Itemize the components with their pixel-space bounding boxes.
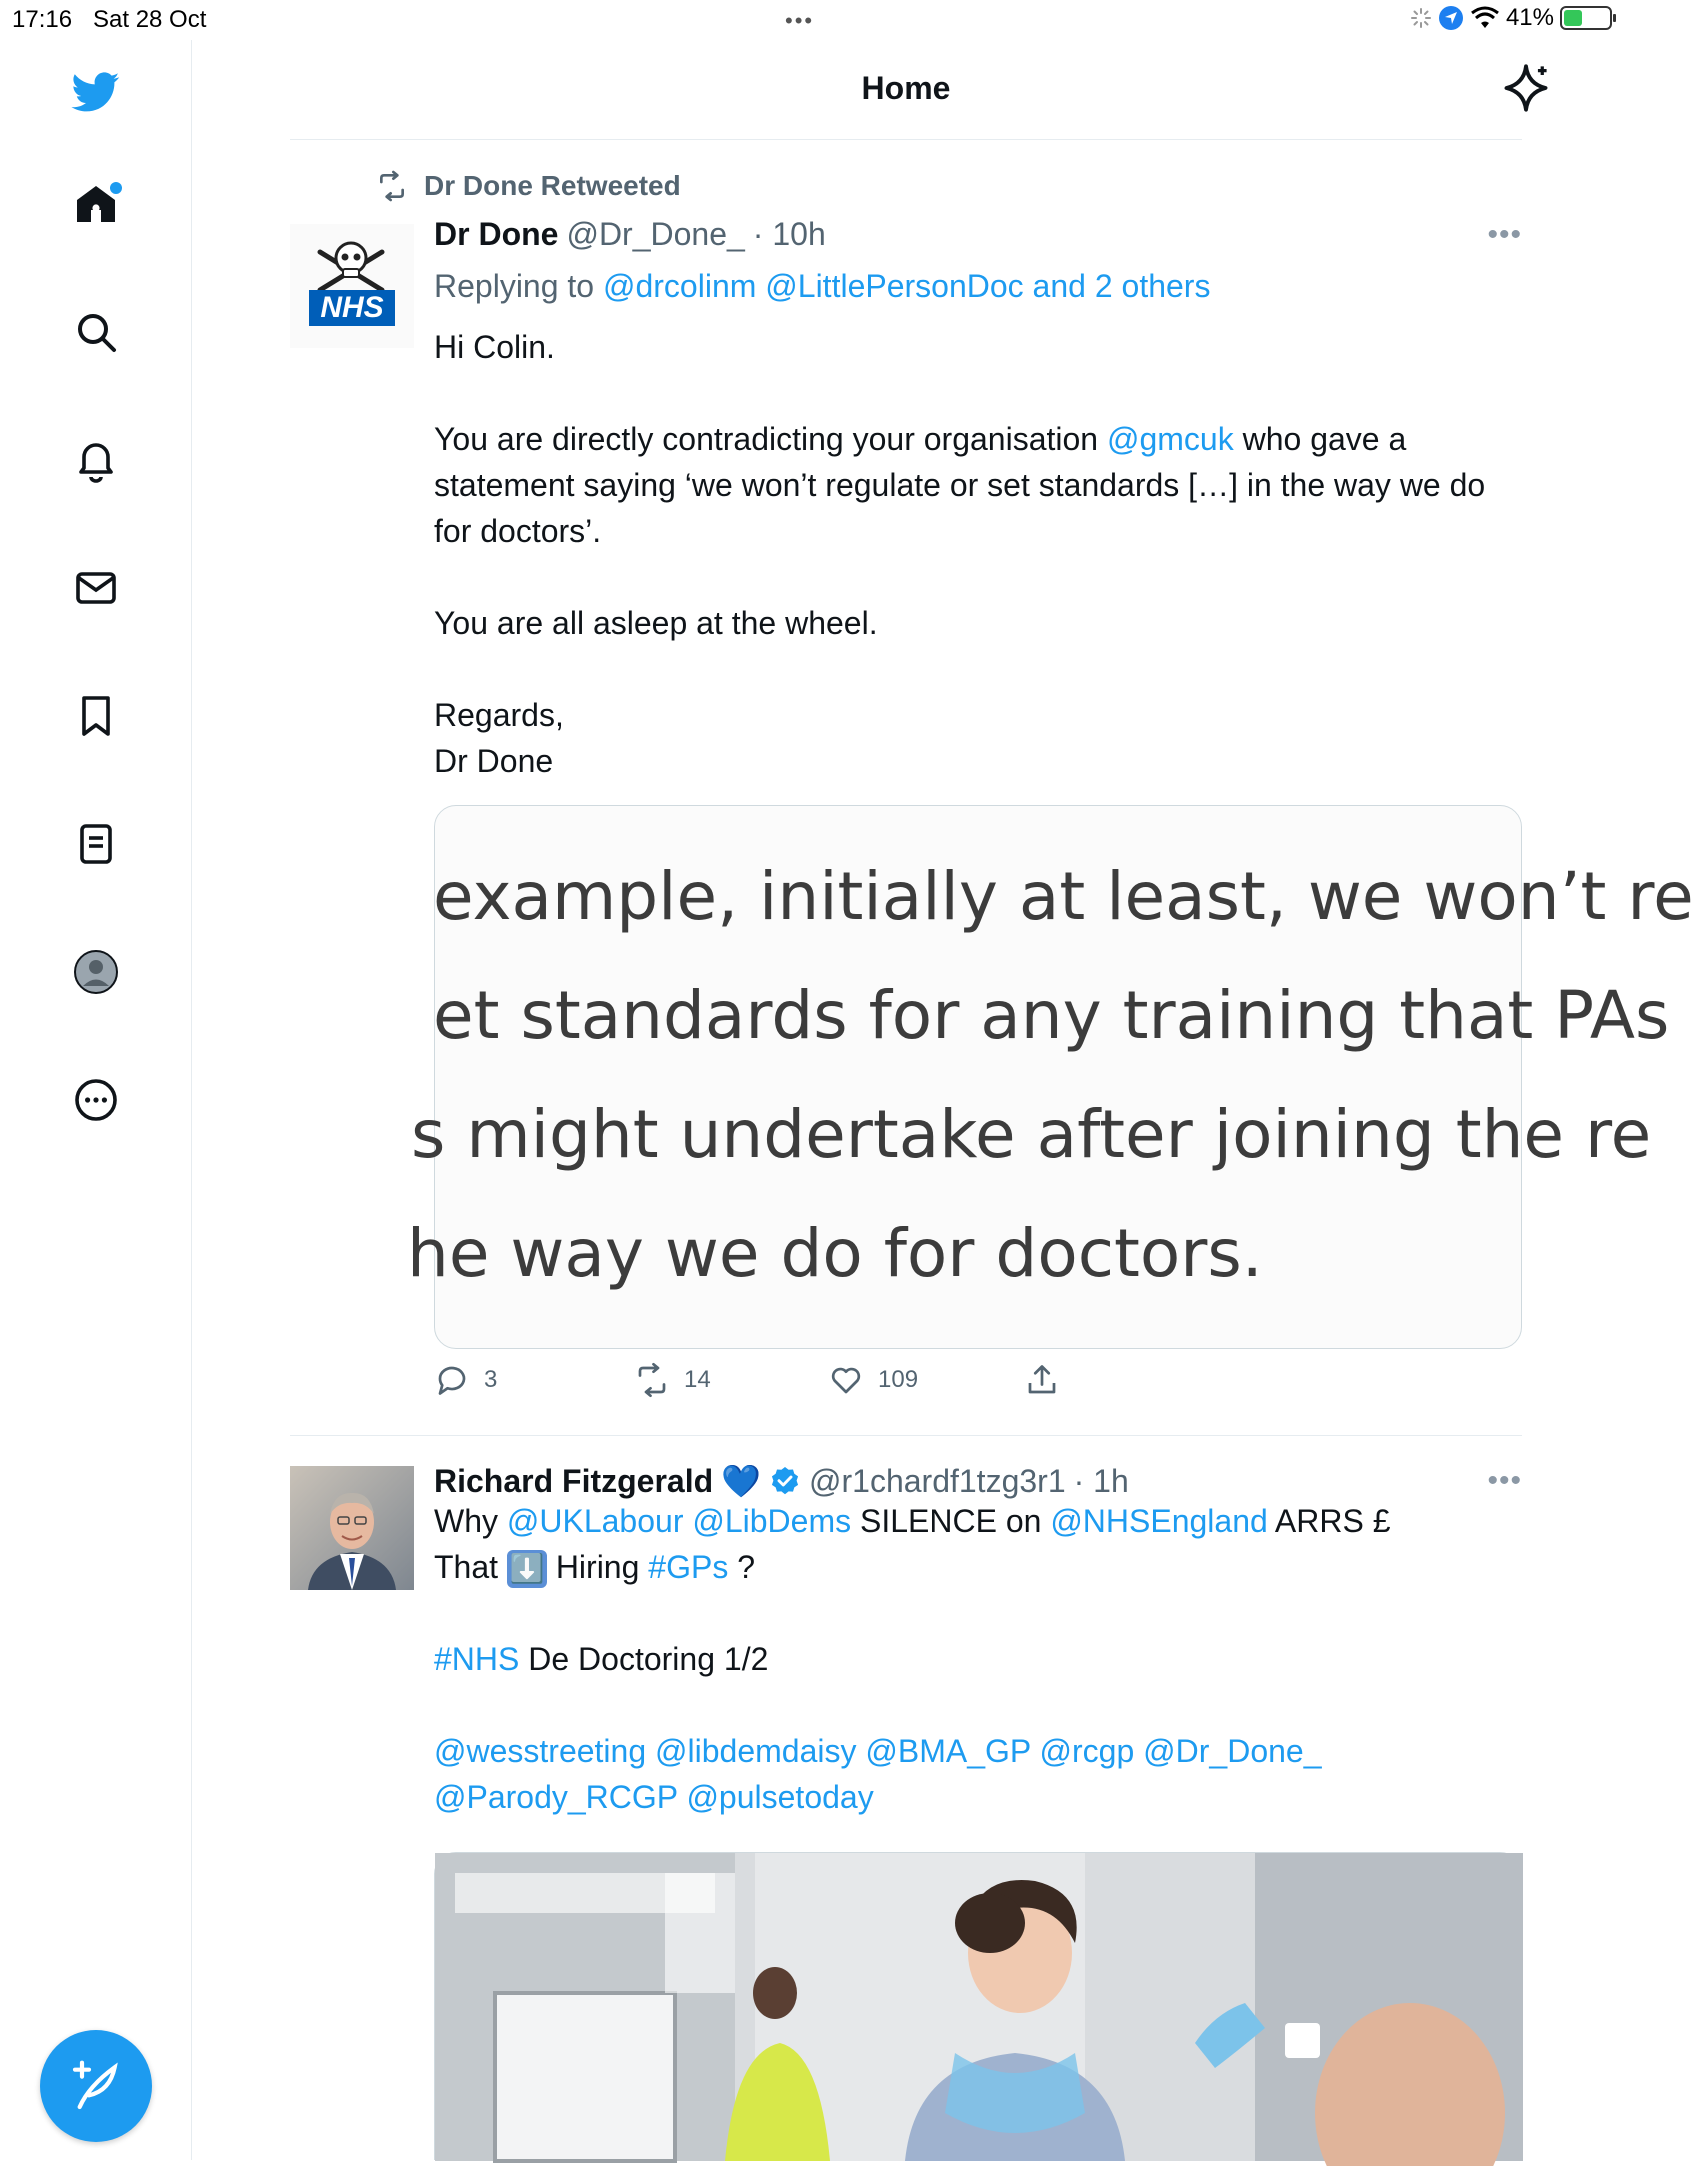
mention-link[interactable]: @gmcuk [1106,421,1234,457]
mention-link[interactable]: @NHSEngland [1050,1503,1268,1539]
compose-feather-icon [68,2058,124,2114]
hashtag-link[interactable]: #GPs [648,1549,729,1585]
tweet-paragraph: You are all asleep at the wheel. [434,605,878,641]
profile-photo [290,1466,414,1590]
verified-badge-icon [769,1465,801,1497]
tweet[interactable] [290,140,1694,1436]
bell-icon[interactable] [68,432,124,488]
sidebar [0,40,192,2160]
tweet-paragraph [434,1728,1524,1820]
reply-button[interactable] [434,1362,497,1398]
tweet-header [434,216,826,253]
home-icon[interactable] [68,176,124,232]
image-text-line: example, initially at least, we won’t re [433,858,1694,935]
list-icon[interactable] [68,816,124,872]
home-notification-dot [110,182,122,194]
image-text-line: s might undertake after joining the re [411,1096,1652,1173]
tweet-paragraph: Regards, Dr Done [434,697,564,779]
reply-count: 3 [484,1366,498,1393]
retweeted-by-label[interactable]: Dr Done Retweeted [424,170,681,201]
blue-heart-emoji: 💙 [721,1463,761,1499]
share-icon [1024,1362,1060,1398]
bookmark-icon[interactable] [68,688,124,744]
tweet-image[interactable] [407,805,1694,1349]
image-text-line: et standards for any training that PAs [433,977,1670,1054]
tweet-paragraph: #NHS De Doctoring 1/2 [434,1641,769,1677]
page-title: Home [861,70,951,106]
heart-icon [828,1362,864,1398]
tweet-paragraph: Hi Colin. [434,329,555,365]
sparkle-icon[interactable] [1500,62,1552,114]
down-arrow-emoji: ⬇️ [507,1550,547,1588]
tweet-text [434,1498,1524,1820]
activity-spinner-icon [1410,7,1432,29]
location-icon [1438,5,1464,31]
twitter-bird-icon[interactable] [68,64,124,120]
avatar[interactable] [290,1466,414,1590]
tweet-image[interactable] [434,1852,1522,2160]
hashtag-link[interactable]: #NHS [434,1641,520,1677]
status-indicators [1410,4,1612,32]
tweet-time[interactable]: · 10h [752,216,826,252]
avatar[interactable] [290,224,414,348]
compose-tweet-button[interactable] [40,2030,152,2142]
author-name[interactable]: Richard Fitzgerald [434,1462,714,1499]
nurse-photo [435,1853,1523,2161]
share-button[interactable] [1024,1362,1060,1398]
tweet-more-icon[interactable]: ••• [1487,218,1522,251]
tweet-paragraph: You are directly contradicting your organisation @gmcuk who gave a statement saying ‘we won’t regulate or set standards […] in the way we do for doctors’. [434,421,1486,549]
avatar-nhs-text: NHS [320,291,384,324]
author-handle[interactable]: @r1chardf1tzg3r1 [809,1462,1066,1499]
tweet-paragraph: Why @UKLabour @LibDems SILENCE on @NHSEngland ARRS £ That ⬇️ Hiring #GPs ? [434,1498,1524,1590]
wifi-icon [1470,6,1500,30]
retweet-count: 14 [684,1366,711,1393]
tweet-more-icon[interactable]: ••• [1487,1464,1522,1497]
battery-icon [1560,6,1612,30]
tweet-text [434,324,1524,784]
mention-link[interactable]: @LibDems [692,1503,852,1539]
author-handle[interactable]: @Dr_Done_ [566,216,745,252]
profile-avatar-icon[interactable] [68,944,124,1000]
mention-link[interactable]: @UKLabour [506,1503,684,1539]
mention-link[interactable]: @Parody_RCGP @pulsetoday [434,1779,874,1815]
retweet-context [374,170,681,202]
multitasking-dots-icon[interactable]: ••• [785,8,815,33]
mail-icon[interactable] [68,560,124,616]
replying-to-mentions[interactable]: @drcolinm @LittlePersonDoc and 2 others [602,268,1211,304]
retweet-button[interactable] [634,1362,711,1398]
replying-to-label: Replying to [434,268,595,304]
tweet-actions [434,1362,1334,1412]
reply-icon [434,1362,470,1398]
search-icon[interactable] [68,304,124,360]
image-text-line: he way we do for doctors. [407,1215,1263,1292]
battery-percent: 41% [1505,4,1554,31]
mention-link[interactable]: @wesstreeting @libdemdaisy @BMA_GP @rcgp @Dr_Done_ [434,1733,1322,1769]
retweet-icon [634,1362,670,1398]
skull-crossbones-icon [290,224,414,348]
status-bar [0,0,1620,40]
like-count: 109 [878,1366,919,1393]
replying-to [434,268,1210,305]
status-time: 17:16 [12,6,73,33]
retweet-icon [374,170,410,202]
like-button[interactable] [828,1362,918,1398]
more-circle-icon[interactable] [68,1072,124,1128]
tweet-header [434,1462,1129,1500]
status-date: Sat 28 Oct [93,6,207,33]
timeline-header [290,40,1522,140]
tweet-time[interactable]: · 1h [1073,1462,1129,1499]
author-name[interactable]: Dr Done [434,216,559,252]
